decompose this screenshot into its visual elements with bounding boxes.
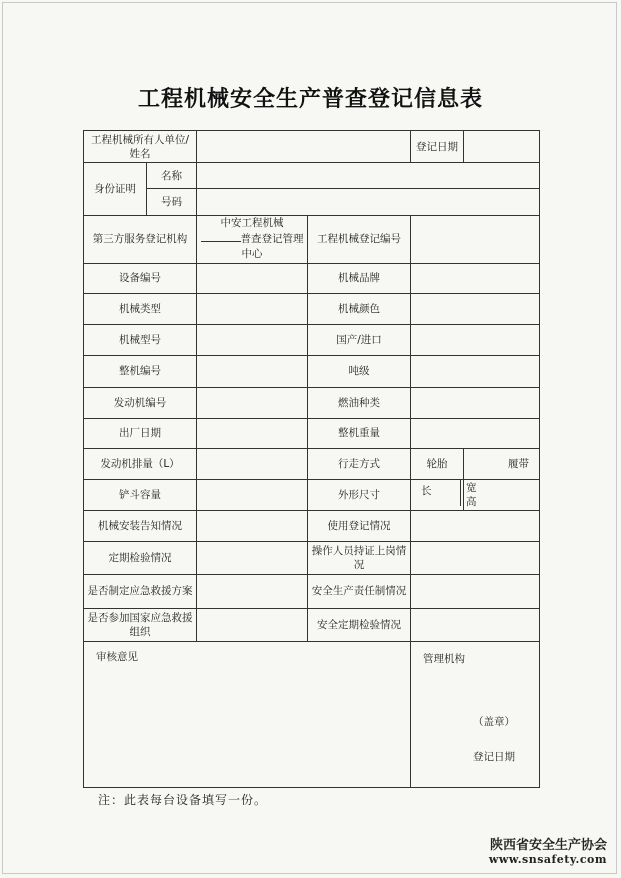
inspection-label: 定期检验情况 [84, 542, 197, 574]
table-row [84, 511, 540, 542]
review-label: 审核意见 [96, 651, 138, 664]
tonnage-label: 吨级 [308, 356, 411, 387]
dimension-width-height[interactable] [464, 480, 540, 511]
form-title: 工程机械安全生产普查登记信息表 [137, 87, 483, 112]
owner-label: 工程机械所有人单位/姓名 [84, 131, 197, 163]
footer-url[interactable]: www.snsafety.com [488, 853, 607, 866]
table-row [84, 642, 540, 788]
table-row [84, 542, 540, 574]
table-row [84, 480, 540, 511]
width-label: 宽 [466, 482, 477, 495]
table-row [84, 293, 540, 324]
footer-organization: 陕西省安全生产协会 [489, 838, 607, 853]
origin-field[interactable] [411, 325, 540, 356]
id-number-label: 号码 [147, 189, 197, 215]
third-party-value [197, 215, 308, 263]
seal-label: （盖章） [473, 716, 516, 729]
fuel-label: 燃油种类 [308, 387, 411, 418]
table-row [84, 189, 540, 215]
mgmt-org-cell[interactable] [411, 642, 540, 788]
factory-date-label: 出厂日期 [84, 418, 197, 448]
displacement-field[interactable] [197, 448, 308, 479]
origin-label: 国产/进口 [308, 325, 411, 356]
inspection-field[interactable] [197, 542, 308, 574]
table-row [84, 163, 540, 189]
emergency-org-label: 是否参加国家应急救援组织 [84, 608, 197, 641]
whole-no-field[interactable] [197, 356, 308, 387]
tonnage-field[interactable] [411, 356, 540, 387]
model-field[interactable] [197, 325, 308, 356]
engine-no-label: 发动机编号 [84, 387, 197, 418]
type-field[interactable] [197, 293, 308, 324]
weight-field[interactable] [411, 418, 540, 448]
safety-check-label: 安全定期检验情况 [308, 608, 411, 641]
brand-field[interactable] [411, 263, 540, 293]
fuel-field[interactable] [411, 387, 540, 418]
operator-cert-label: 操作人员持证上岗情况 [308, 542, 411, 574]
height-label: 高 [466, 496, 477, 509]
reg-date-label: 登记日期 [411, 131, 464, 163]
responsibility-label: 安全生产责任制情况 [308, 574, 411, 608]
machine-reg-no-field[interactable] [411, 215, 540, 263]
usage-reg-label: 使用登记情况 [308, 511, 411, 542]
id-number-field[interactable] [197, 189, 540, 215]
equip-no-label: 设备编号 [84, 263, 197, 293]
id-label: 身份证明 [84, 163, 147, 215]
table-row [84, 263, 540, 293]
table-row [84, 608, 540, 641]
emergency-plan-label: 是否制定应急救援方案 [84, 574, 197, 608]
engine-no-field[interactable] [197, 387, 308, 418]
color-label: 机械颜色 [308, 293, 411, 324]
reg-date-field[interactable] [464, 131, 540, 163]
third-party-value-line1: 中安工程机械 [220, 217, 284, 230]
review-opinion-cell[interactable] [84, 642, 411, 788]
third-party-value-line2: 普查登记管理中心 [240, 233, 304, 261]
factory-date-field[interactable] [197, 418, 308, 448]
safety-check-field[interactable] [411, 608, 540, 641]
bucket-field[interactable] [197, 480, 308, 511]
brand-label: 机械品牌 [308, 263, 411, 293]
emergency-plan-field[interactable] [197, 574, 308, 608]
table-row [84, 418, 540, 448]
third-party-label: 第三方服务登记机构 [84, 215, 197, 263]
travel-label: 行走方式 [308, 448, 411, 479]
install-notice-label: 机械安装告知情况 [84, 511, 197, 542]
bottom-reg-date-label: 登记日期 [473, 751, 516, 764]
table-row [84, 131, 540, 163]
equip-no-field[interactable] [197, 263, 308, 293]
install-notice-field[interactable] [197, 511, 308, 542]
registration-form-table [83, 130, 540, 788]
dimension-length[interactable] [411, 480, 464, 511]
dimension-label: 外形尺寸 [308, 480, 411, 511]
usage-reg-field[interactable] [411, 511, 540, 542]
table-row [84, 356, 540, 387]
table-row [84, 325, 540, 356]
owner-field[interactable] [197, 131, 411, 163]
emergency-org-field[interactable] [197, 608, 308, 641]
color-field[interactable] [411, 293, 540, 324]
responsibility-field[interactable] [411, 574, 540, 608]
table-row [84, 574, 540, 608]
weight-label: 整机重量 [308, 418, 411, 448]
table-row [84, 215, 540, 263]
type-label: 机械类型 [84, 293, 197, 324]
wheel-option[interactable]: 轮胎 [411, 448, 464, 479]
blank-underline [201, 231, 241, 242]
id-name-field[interactable] [197, 163, 540, 189]
whole-no-label: 整机编号 [84, 356, 197, 387]
table-row [84, 387, 540, 418]
machine-reg-no-label: 工程机械登记编号 [308, 215, 411, 263]
operator-cert-field[interactable] [411, 542, 540, 574]
model-label: 机械型号 [84, 325, 197, 356]
table-row [84, 448, 540, 479]
length-label: 长 [421, 485, 432, 498]
id-name-label: 名称 [147, 163, 197, 189]
mgmt-org-label: 管理机构 [423, 653, 466, 666]
track-option[interactable]: 履带 [464, 448, 540, 479]
bucket-label: 铲斗容量 [84, 480, 197, 511]
footnote: 注：此表每台设备填写一份。 [98, 793, 268, 807]
displacement-label: 发动机排量（L） [84, 448, 197, 479]
